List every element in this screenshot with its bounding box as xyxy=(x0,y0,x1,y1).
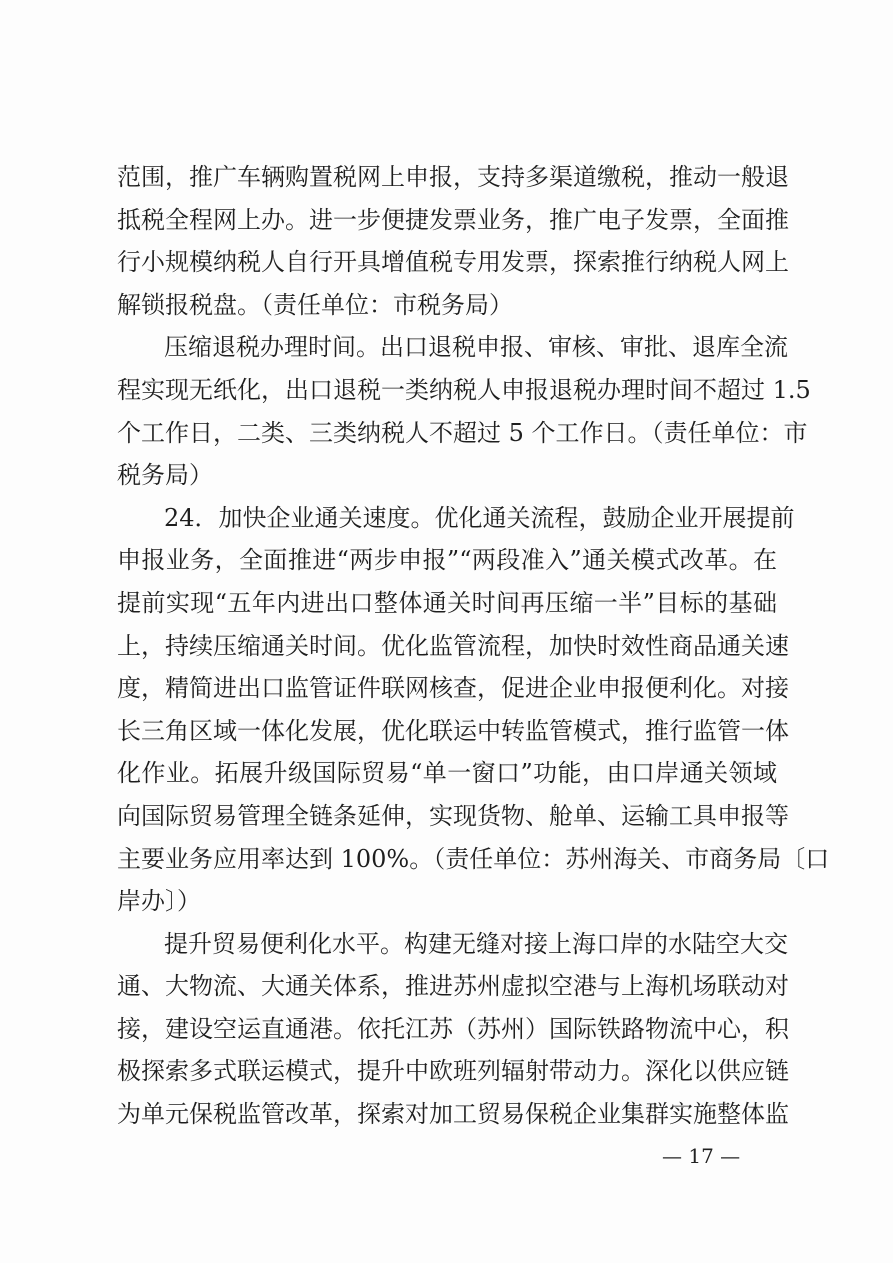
text-line: 接，建设空运直通港。依托江苏（苏州）国际铁路物流中心，积 xyxy=(117,1014,789,1043)
text-line: 程实现无纸化，出口退税一类纳税人申报退税办理时间不超过 1.5 xyxy=(117,375,811,404)
text-line: 向国际贸易管理全链条延伸，实现货物、舱单、运输工具申报等 xyxy=(117,801,789,830)
text-line: 申报业务，全面推进“两步申报”“两段准入”通关模式改革。在 xyxy=(117,546,777,575)
text-line: 通、大物流、大通关体系，推进苏州虚拟空港与上海机场联动对 xyxy=(117,972,789,1001)
page-number: — 17 — xyxy=(662,1144,741,1168)
text-line: 提前实现“五年内进出口整体通关时间再压缩一半”目标的基础 xyxy=(117,588,777,617)
text-line: 个工作日，二类、三类纳税人不超过 5 个工作日。（责任单位：市 xyxy=(117,418,808,447)
text-line: 为单元保税监管改革，探索对加工贸易保税企业集群实施整体监 xyxy=(117,1100,789,1129)
text-line: 岸办〕） xyxy=(117,887,201,916)
text-line: 抵税全程网上办。进一步便捷发票业务，推广电子发票，全面推 xyxy=(117,205,789,234)
paragraph-first-line: 压缩退税办理时间。出口退税申报、审核、审批、退库全流 xyxy=(164,333,788,362)
text-line: 上，持续压缩通关时间。优化监管流程，加快时效性商品通关速 xyxy=(117,631,789,660)
text-line: 化作业。拓展升级国际贸易“单一窗口”功能，由口岸通关领域 xyxy=(117,759,777,788)
text-line: 解锁报税盘。（责任单位：市税务局） xyxy=(117,290,513,319)
text-line: 长三角区域一体化发展，优化联运中转监管模式，推行监管一体 xyxy=(117,716,789,745)
text-line: 税务局） xyxy=(117,461,213,490)
section-heading-line: 24．加快企业通关速度。优化通关流程，鼓励企业开展提前 xyxy=(164,503,795,532)
text-line: 主要业务应用率达到 100%。（责任单位：苏州海关、市商务局〔口 xyxy=(117,844,830,873)
text-line: 行小规模纳税人自行开具增值税专用发票，探索推行纳税人网上 xyxy=(117,248,789,277)
document-body xyxy=(117,156,830,1136)
text-line: 范围，推广车辆购置税网上申报，支持多渠道缴税，推动一般退 xyxy=(117,163,789,191)
text-line: 度，精简进出口监管证件联网核查，促进企业申报便利化。对接 xyxy=(117,674,789,703)
paragraph-first-line: 提升贸易便利化水平。构建无缝对接上海口岸的水陆空大交 xyxy=(164,929,788,958)
text-line: 极探索多式联运模式，提升中欧班列辐射带动力。深化以供应链 xyxy=(117,1057,789,1086)
